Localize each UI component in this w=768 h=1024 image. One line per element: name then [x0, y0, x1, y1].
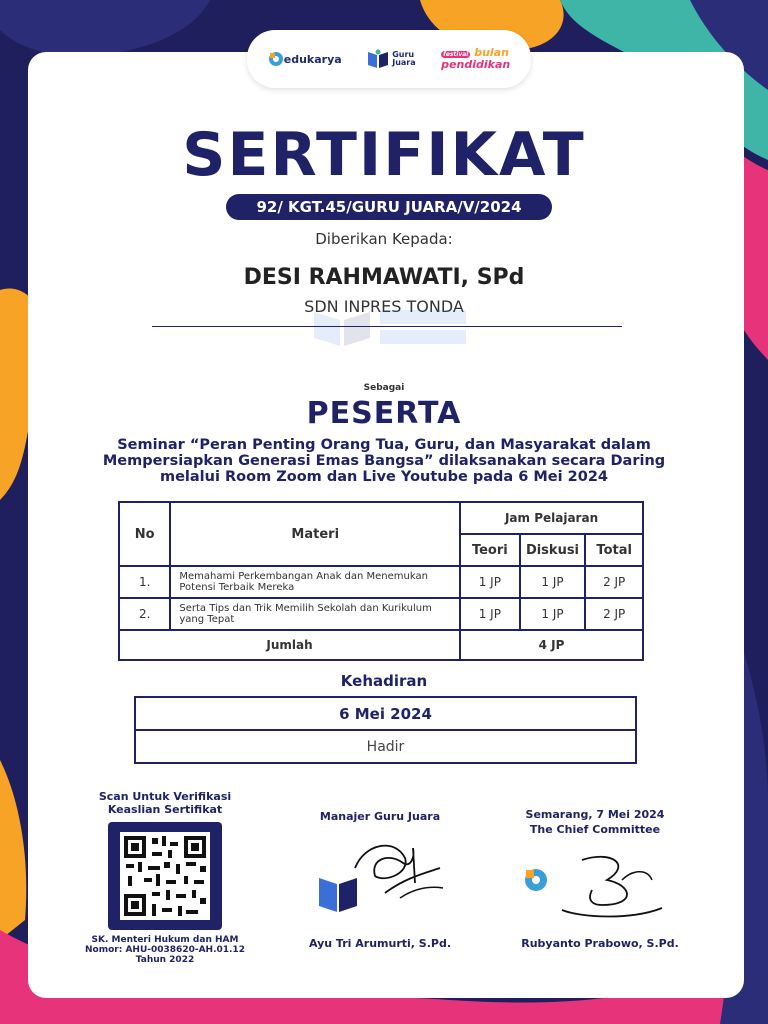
attendance-status: Hadir [135, 730, 636, 763]
edukarya-icon [268, 51, 284, 67]
materials-table [118, 501, 644, 661]
attendance-table [134, 696, 637, 764]
header-diskusi: Diskusi [520, 534, 586, 566]
committee-name: Rubyanto Prabowo, S.Pd. [521, 937, 679, 950]
qr-code-icon [120, 832, 210, 920]
table-row: 2. Serta Tips dan Trik Memilih Sekolah dan Kurikulum yang Tepat 1 JP 1 JP 2 JP [119, 598, 643, 630]
book-icon [367, 49, 389, 69]
recipient-name: DESI RAHMAWATI, SPd [243, 265, 525, 290]
header-materi: Materi [170, 502, 460, 566]
scan-instruction: Scan Untuk Verifikasi Keaslian Sertifikat [98, 790, 232, 816]
as-label: Sebagai [363, 383, 405, 393]
attendance-title: Kehadiran [340, 672, 428, 690]
legal-text: SK. Menteri Hukum dan HAM Nomor: AHU-0038620-AH.01.12 Tahun 2022 [85, 935, 245, 965]
guru-juara-logo: Guru Juara [367, 49, 415, 69]
attendance-date: 6 Mei 2024 [135, 697, 636, 730]
sum-value: 4 JP [460, 630, 643, 660]
manager-title: Manajer Guru Juara [319, 810, 441, 823]
committee-title: The Chief Committee [529, 823, 661, 836]
event-description: Seminar “Peran Penting Orang Tua, Guru, dan Masyarakat dalam Mempersiapkan Generasi Emas Bangsa” dilaksanakan secara Daring melalui Room Zoom dan Live Youtube pada 6 Mei 2024 [102, 437, 666, 485]
committee-signature [522, 850, 672, 928]
logo-bar [247, 30, 531, 88]
festival-bulan-pendidikan-logo: festival bulan pendidikan [441, 46, 511, 71]
header-no: No [119, 502, 170, 566]
sum-label: Jumlah [119, 630, 460, 660]
given-to-label: Diberikan Kepada: [315, 230, 453, 248]
certificate-number: 92/ KGT.45/GURU JUARA/V/2024 [226, 194, 552, 220]
header-jam-pelajaran: Jam Pelajaran [460, 502, 643, 534]
header-total: Total [585, 534, 643, 566]
edukarya-logo: edukarya [268, 51, 342, 67]
sum-row [119, 630, 643, 660]
name-underline [152, 326, 622, 327]
qr-code[interactable] [108, 822, 222, 930]
role-title: PESERTA [306, 396, 462, 431]
recipient-school: SDN INPRES TONDA [304, 297, 464, 316]
certificate-title: SERTIFIKAT [182, 120, 586, 190]
place-date: Semarang, 7 Mei 2024 [525, 808, 665, 821]
manager-name: Ayu Tri Arumurti, S.Pd. [308, 937, 451, 950]
table-row: 1. Memahami Perkembangan Anak dan Menemukan Potensi Terbaik Mereka 1 JP 1 JP 2 JP [119, 566, 643, 598]
manager-signature [315, 838, 445, 920]
header-teori: Teori [460, 534, 520, 566]
